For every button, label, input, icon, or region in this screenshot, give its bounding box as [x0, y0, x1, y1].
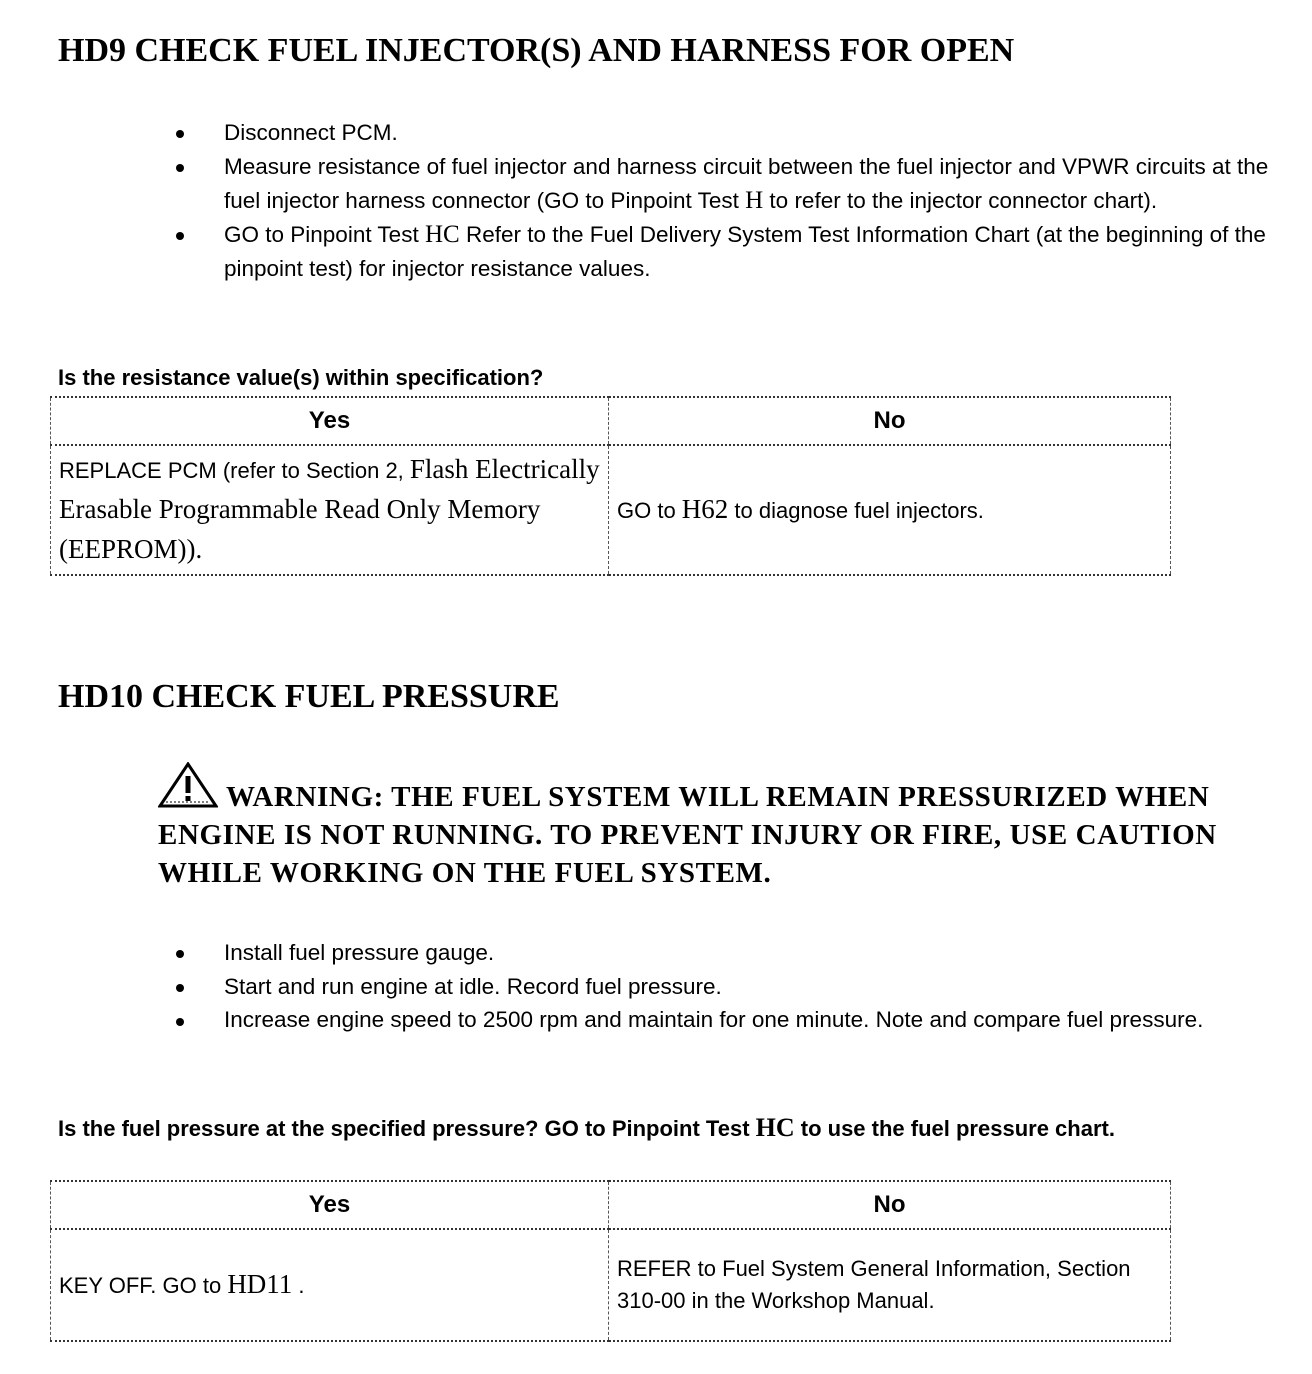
list-item: Measure resistance of fuel injector and harness circuit between the fuel injector and VPWR circuits at the fuel injector harness connector (GO to Pinpoint Test H to refer to the injector connector chart). [172, 150, 1272, 218]
h62-link[interactable]: H62 [681, 494, 729, 524]
hd9-question: Is the resistance value(s) within specification? [58, 365, 544, 390]
warning-triangle-icon [158, 762, 218, 808]
hd10-question: Is the fuel pressure at the specified pressure? GO to Pinpoint Test HC to use the fuel pressure chart. [58, 1113, 1115, 1142]
section-title-hd10: HD10 CHECK FUEL PRESSURE [58, 678, 560, 715]
hd10-yes-no-table [50, 1180, 1171, 1342]
bullet-icon [176, 130, 184, 138]
yes-cell: KEY OFF. GO to HD11 . [51, 1229, 609, 1341]
column-header-yes: Yes [51, 1181, 609, 1229]
no-cell: REFER to Fuel System General Information, Section 310-00 in the Workshop Manual. [609, 1229, 1171, 1341]
hd9-yes-no-table [50, 396, 1171, 576]
list-item: Increase engine speed to 2500 rpm and maintain for one minute. Note and compare fuel pressure. [172, 1004, 1282, 1036]
warning-notice: WARNING: THE FUEL SYSTEM WILL REMAIN PRESSURIZED WHEN ENGINE IS NOT RUNNING. TO PREVENT INJURY OR FIRE, USE CAUTION WHILE WORKING ON THE FUEL SYSTEM. [158, 762, 1258, 892]
no-cell: GO to H62 to diagnose fuel injectors. [609, 445, 1171, 575]
list-item: Install fuel pressure gauge. [172, 936, 1282, 970]
bullet-icon [176, 232, 184, 240]
hd11-link[interactable]: HD11 [227, 1269, 293, 1299]
yes-cell: REPLACE PCM (refer to Section 2, Flash Electrically Erasable Programmable Read Only Memory (EEPROM)). [51, 445, 609, 575]
list-item: Start and run engine at idle. Record fuel pressure. [172, 970, 1282, 1004]
pinpoint-test-link-h[interactable]: H [745, 187, 764, 214]
bullet-icon [176, 950, 184, 958]
list-item: GO to Pinpoint Test HC Refer to the Fuel Delivery System Test Information Chart (at the beginning of the pinpoint test) for injector resistance values. [172, 218, 1272, 286]
column-header-yes: Yes [51, 397, 609, 445]
column-header-no: No [609, 397, 1171, 445]
hd9-steps-list [172, 116, 1272, 286]
bullet-icon [176, 984, 184, 992]
pinpoint-test-link-hc[interactable]: HC [755, 1113, 795, 1142]
column-header-no: No [609, 1181, 1171, 1229]
bullet-icon [176, 164, 184, 172]
pinpoint-test-link-hc[interactable]: HC [424, 221, 460, 248]
flash-eeprom-link[interactable]: Flash Electrically Erasable Programmable Read Only Memory (EEPROM) [59, 454, 600, 564]
hd10-steps-list [172, 936, 1282, 1036]
section-title-hd9: HD9 CHECK FUEL INJECTOR(S) AND HARNESS FOR OPEN [58, 32, 1015, 69]
bullet-icon [176, 1018, 184, 1026]
list-item: Disconnect PCM. [172, 116, 1272, 150]
